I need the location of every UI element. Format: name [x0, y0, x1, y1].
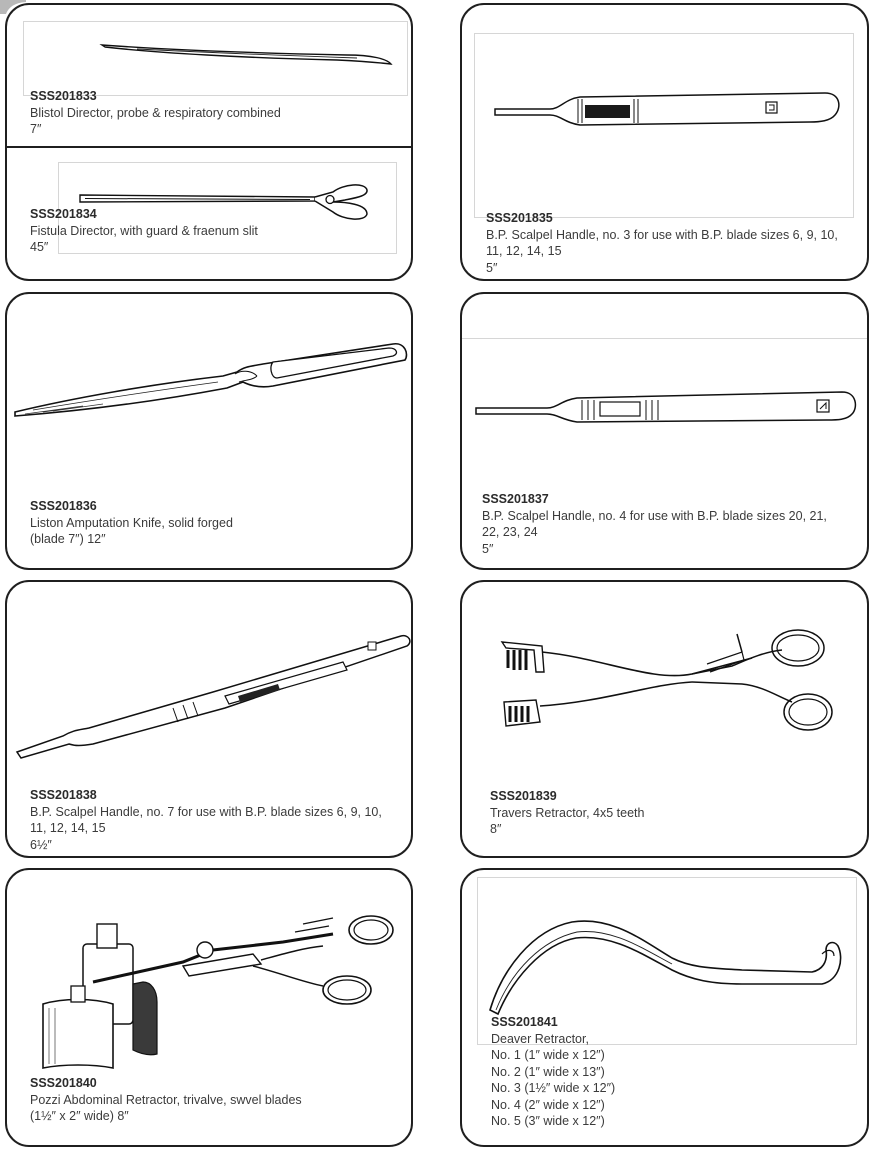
product-size: 5″ — [482, 541, 494, 556]
product-size: 8″ — [490, 822, 502, 836]
product-size: 7″ — [30, 122, 42, 136]
product-text — [486, 210, 838, 276]
image-frame-line — [462, 338, 867, 339]
product-description: Fistula Director, with guard & fraenum slit — [30, 223, 258, 238]
product-card — [460, 580, 869, 858]
product-size: 6½″ — [30, 837, 52, 852]
product-description: 22, 23, 24 — [482, 525, 538, 539]
product-description: Deaver Retractor, — [491, 1031, 589, 1046]
product-card — [5, 580, 413, 858]
product-description: 11, 12, 14, 15 — [30, 821, 106, 835]
director-probe-icon — [97, 33, 397, 73]
product-code: SSS201833 — [30, 89, 97, 103]
product-code: SSS201839 — [490, 789, 557, 803]
long-scalpel-handle-icon — [13, 632, 413, 762]
product-size: (1½″ x 2″ wide) 8″ — [30, 1109, 129, 1123]
product-code: SSS201838 — [30, 788, 97, 802]
product-size: 45″ — [30, 240, 49, 254]
product-text — [482, 491, 827, 557]
product-description: B.P. Scalpel Handle, no. 7 for use with B.P. blade sizes 6, 9, 10, — [30, 804, 382, 819]
product-size-option: No. 1 (1″ wide x 12″) — [491, 1048, 605, 1062]
product-text — [490, 788, 644, 838]
product-size-option: No. 4 (2″ wide x 12″) — [491, 1097, 605, 1112]
scalpel-handle-icon — [490, 85, 850, 135]
product-size: 5″ — [486, 260, 498, 275]
product-code: SSS201834 — [30, 207, 97, 221]
product-size-option: No. 3 (1½″ wide x 12″) — [491, 1081, 616, 1095]
product-code: SSS201841 — [491, 1015, 558, 1029]
product-code: SSS201835 — [486, 211, 553, 225]
card-divider — [7, 146, 411, 148]
product-text — [30, 88, 281, 138]
product-description: 11, 12, 14, 15 — [486, 244, 562, 258]
product-text — [30, 498, 233, 548]
product-size-option: No. 5 (3″ wide x 12″) — [491, 1114, 605, 1128]
product-code: SSS201836 — [30, 499, 97, 513]
product-text — [30, 1075, 302, 1125]
product-card — [5, 868, 413, 1147]
product-description: Blistol Director, probe & respiratory combined — [30, 105, 281, 120]
product-description: Pozzi Abdominal Retractor, trivalve, swvel blades — [30, 1092, 302, 1107]
product-card-split — [5, 3, 413, 281]
product-description: Liston Amputation Knife, solid forged — [30, 515, 233, 530]
product-size-option: No. 2 (1″ wide x 13″) — [491, 1064, 605, 1079]
product-code: SSS201840 — [30, 1076, 97, 1090]
deaver-retractor-icon — [482, 910, 862, 1020]
product-description: Travers Retractor, 4x5 teeth — [490, 805, 645, 820]
product-text — [30, 787, 382, 853]
pozzi-retractor-icon — [33, 904, 403, 1074]
product-text — [30, 206, 258, 256]
product-card — [5, 292, 413, 570]
travers-retractor-icon — [492, 622, 852, 742]
product-code: SSS201837 — [482, 492, 549, 506]
product-description: B.P. Scalpel Handle, no. 3 for use with B.P. blade sizes 6, 9, 10, — [486, 227, 838, 242]
product-description: B.P. Scalpel Handle, no. 4 for use with B.P. blade sizes 20, 21, — [482, 508, 827, 523]
amputation-knife-icon — [13, 336, 413, 426]
product-card — [460, 868, 869, 1147]
product-text — [491, 1014, 615, 1130]
product-size: (blade 7″) 12″ — [30, 532, 106, 546]
product-card — [460, 292, 869, 570]
product-card — [460, 3, 869, 281]
scalpel-handle-icon — [472, 384, 862, 434]
